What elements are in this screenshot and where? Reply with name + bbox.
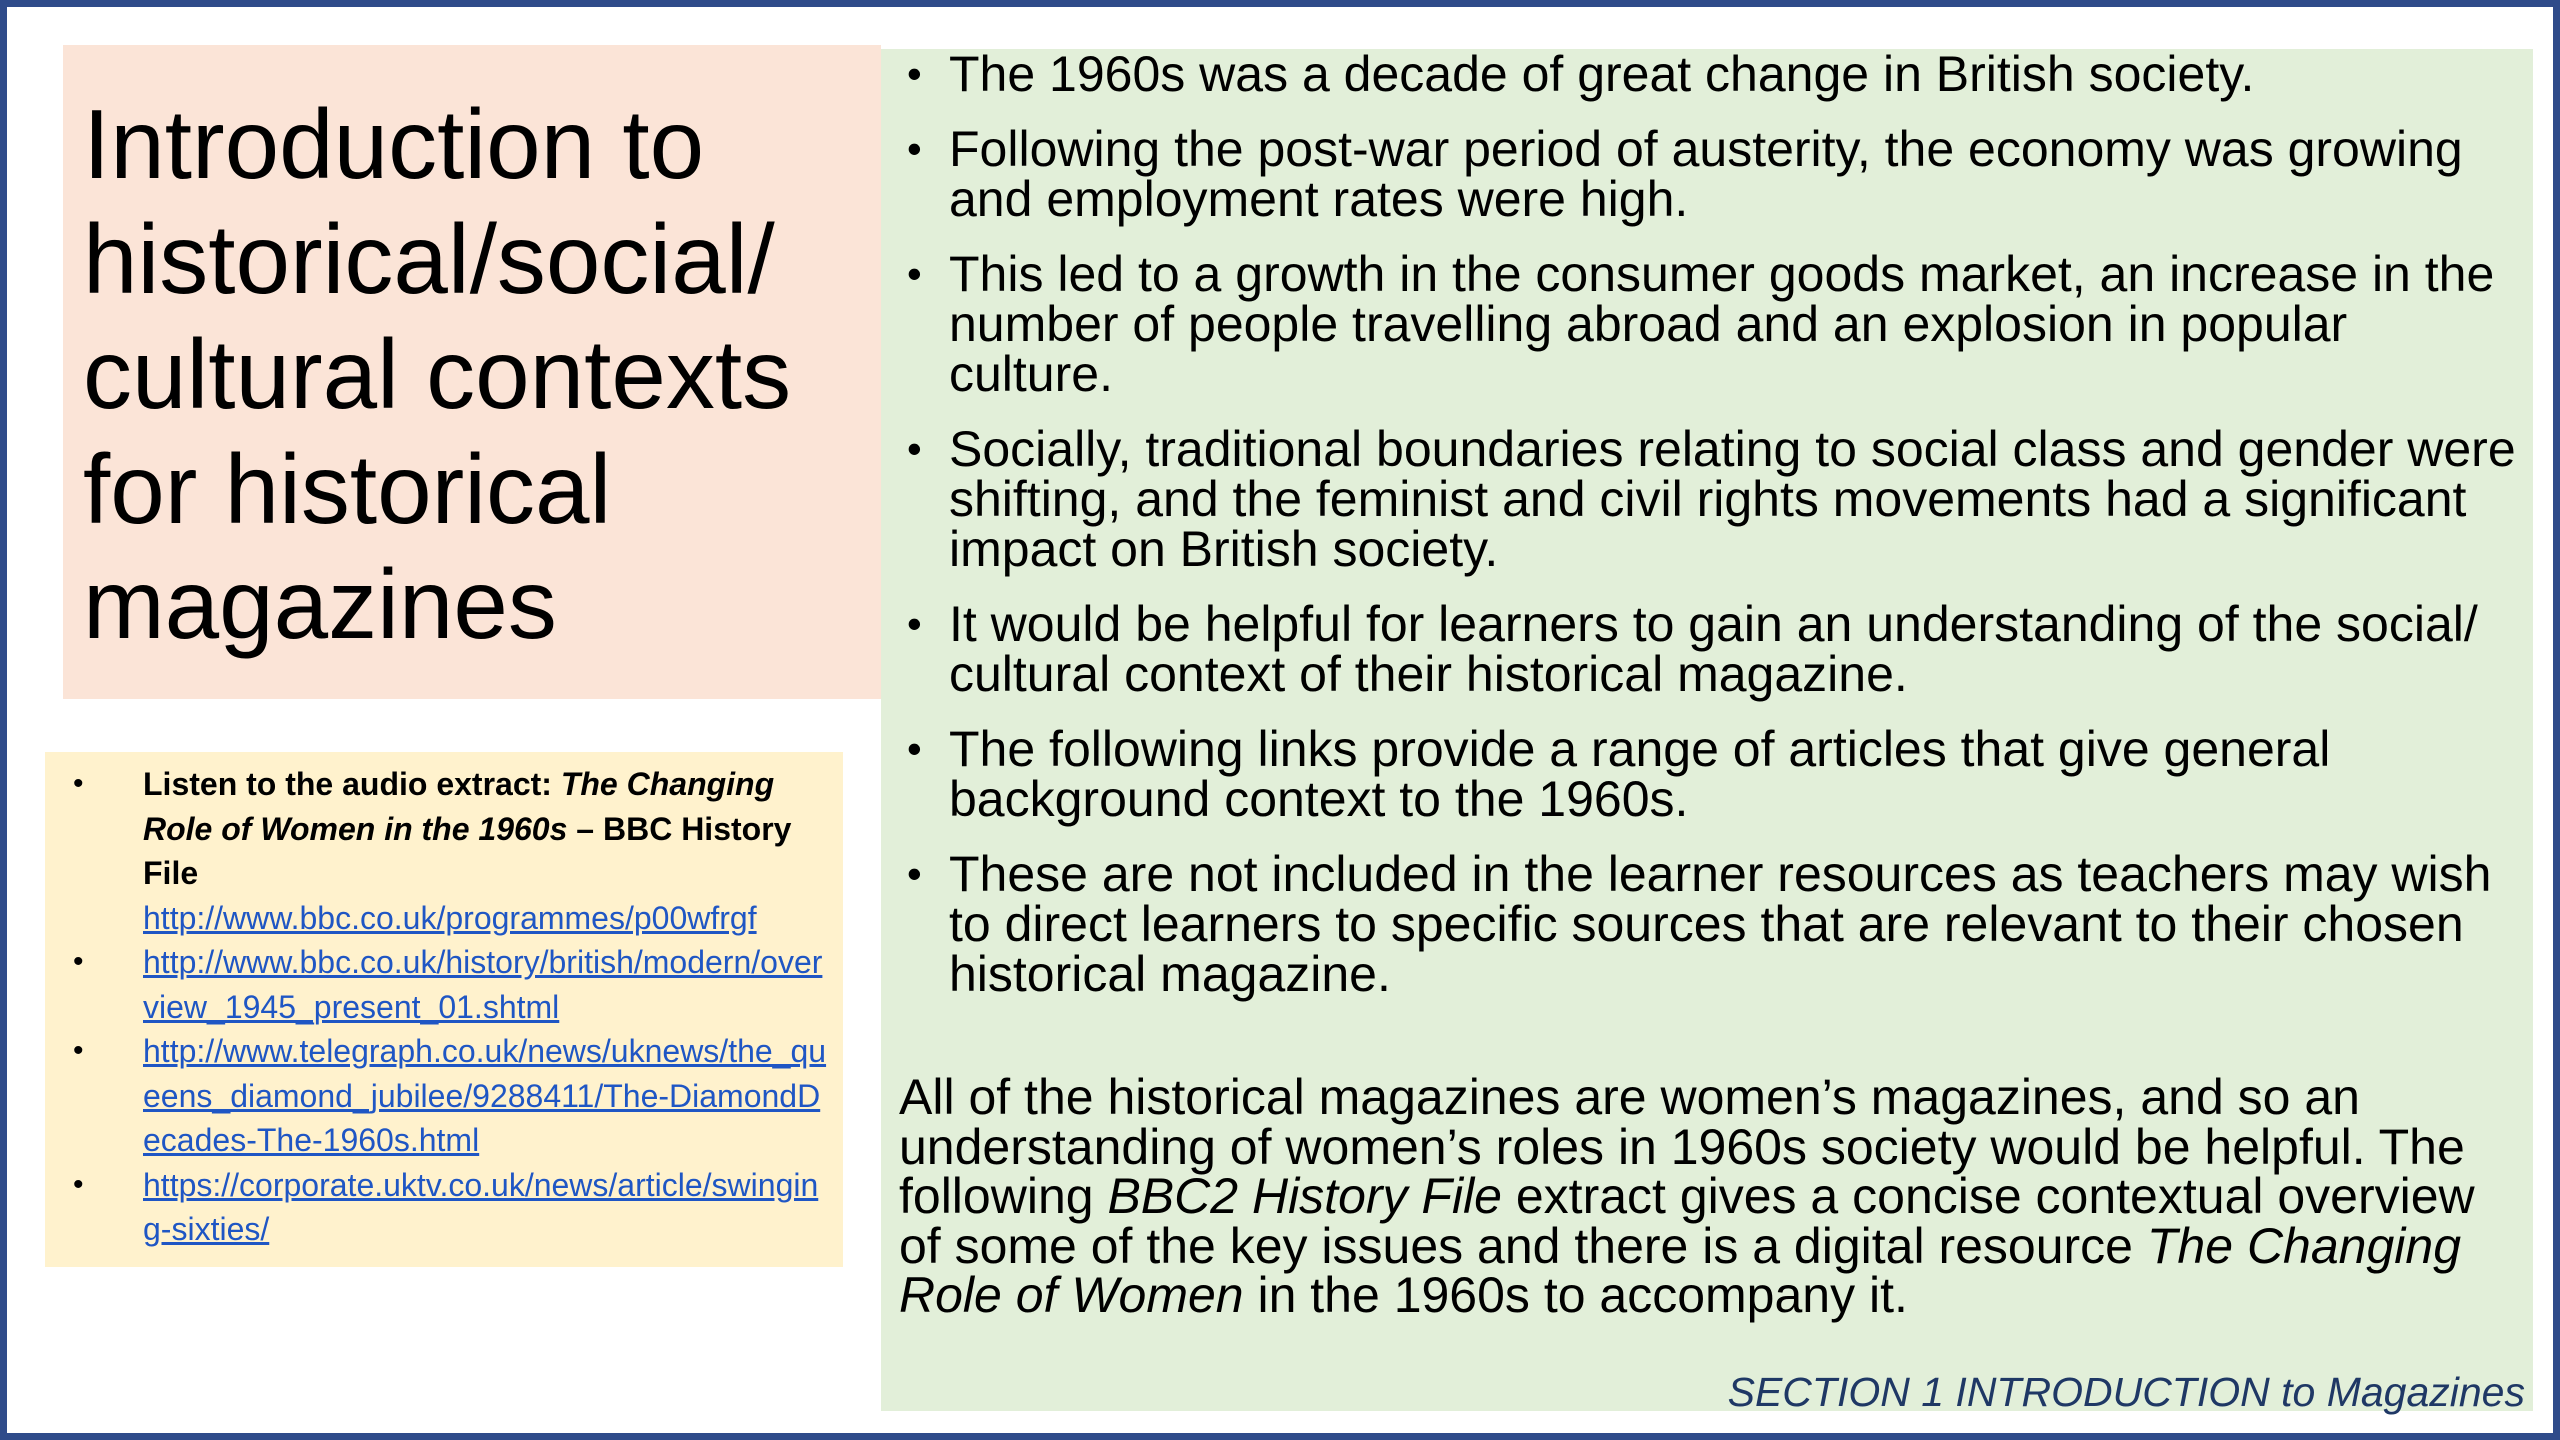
title-line: cultural contexts (83, 319, 792, 429)
bullet-icon: • (907, 250, 922, 297)
list-item (65, 1163, 835, 1252)
summary-text: All of the historical magazines are women’s magazines, and so an understanding of women’s roles in 1960s society would be helpful. The following (899, 1069, 2465, 1224)
list-item (65, 1029, 835, 1163)
content-panel (881, 46, 2533, 1415)
bullet-text: These are not included in the learner resources as teachers may wish to direct learners to specific sources that are relevant to their chosen historical magazine. (949, 846, 2492, 1002)
bullet-text: It would be helpful for learners to gain an understanding of the social/ cultural context of their historical magazine. (949, 596, 2478, 702)
bullet-icon: • (907, 725, 922, 772)
summary-text: extract gives a concise contextual overview of some of the key issues and there is a digital resource (899, 1168, 2475, 1274)
bullet-text: Following the post-war period of austerity, the economy was growing and employment rates were high. (949, 121, 2463, 227)
bullet-icon: • (907, 600, 922, 647)
audio-extract-title: The Changing Role of Women in the 1960s (143, 766, 775, 847)
audio-extract-prefix: Listen to the audio extract: (143, 766, 561, 802)
section-footer: SECTION 1 INTRODUCTION to Magazines (1727, 1369, 2525, 1415)
audio-extract-item (65, 762, 835, 940)
resource-links-panel (45, 752, 843, 1267)
bullet-icon: • (73, 1167, 84, 1201)
bbc-history-link[interactable]: http://www.bbc.co.uk/history/british/modern/overview_1945_present_01.shtml (143, 944, 823, 1025)
list-item (899, 596, 2519, 702)
bullet-icon: • (907, 50, 922, 97)
bullet-icon: • (907, 425, 922, 472)
title-panel (63, 45, 881, 699)
bullet-text: This led to a growth in the consumer goods market, an increase in the number of people travelling abroad and an explosion in popular culture. (949, 246, 2495, 402)
bullet-icon: • (73, 1034, 84, 1067)
uktv-link[interactable]: https://corporate.uktv.co.uk/news/article/swinging-sixties/ (143, 1166, 819, 1247)
resource-links-list (65, 762, 835, 1252)
list-item (899, 46, 2519, 102)
list-item (899, 121, 2519, 227)
list-item (899, 246, 2519, 402)
bullet-icon: • (907, 850, 922, 897)
summary-text: in the 1960s to accompany it. (1243, 1267, 1908, 1323)
bbc-programme-link[interactable]: http://www.bbc.co.uk/programmes/p00wfrgf (143, 899, 757, 936)
list-item (65, 940, 835, 1029)
summary-italic-source: BBC2 History File (1107, 1168, 1502, 1224)
bullet-icon: • (907, 125, 922, 172)
title-line: magazines (83, 549, 557, 659)
title-line: Introduction to (83, 89, 705, 199)
list-item (899, 721, 2519, 827)
bullet-icon: • (73, 767, 84, 800)
list-item (899, 421, 2519, 577)
telegraph-link[interactable]: http://www.telegraph.co.uk/news/uknews/the_queens_diamond_jubilee/9288411/The-DiamondDecades-The-1960s.html (143, 1033, 827, 1158)
audio-extract-source: – BBC History File (143, 810, 792, 891)
page-title (83, 87, 873, 662)
context-bullet-list (899, 46, 2519, 1024)
title-line: for historical (83, 434, 612, 544)
bullet-text: The 1960s was a decade of great change in British society. (949, 46, 2255, 102)
summary-paragraph (899, 1069, 2519, 1323)
bullet-text: Socially, traditional boundaries relating to social class and gender were shifting, and the feminist and civil rights movements had a significant impact on British society. (949, 421, 2516, 577)
bullet-text: The following links provide a range of articles that give general background context to the 1960s. (949, 721, 2331, 827)
list-item (899, 846, 2519, 1002)
title-line: historical/social/ (83, 204, 775, 314)
bullet-icon: • (73, 945, 84, 978)
summary-italic-resource: The Changing Role of Women (899, 1217, 2462, 1323)
